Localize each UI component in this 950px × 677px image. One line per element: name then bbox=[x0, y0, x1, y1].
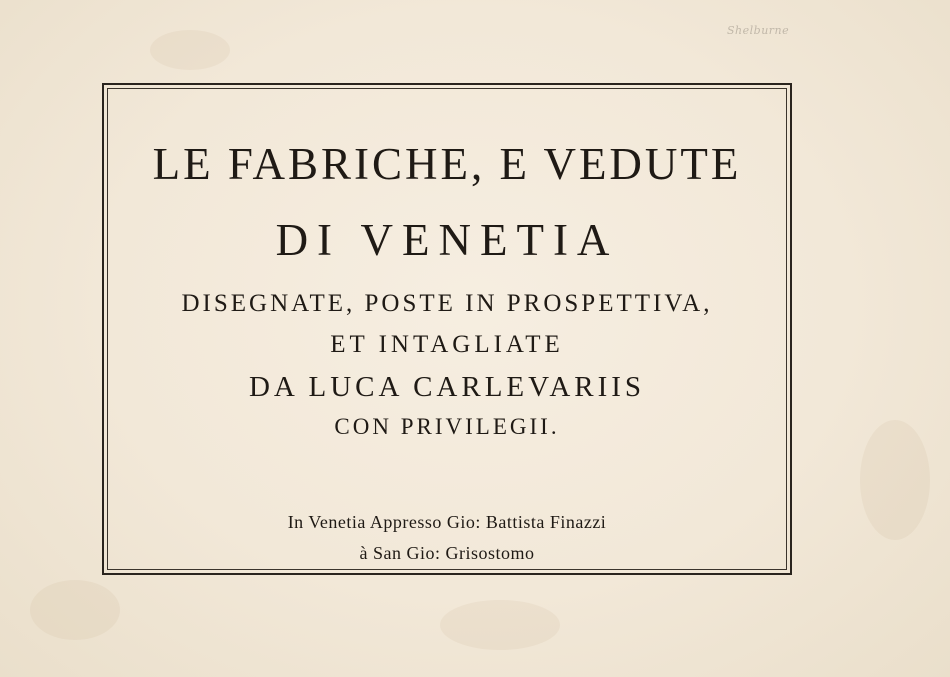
handwritten-inscription: Shelburne bbox=[727, 24, 790, 37]
title-line-2: DI VENETIA bbox=[275, 215, 619, 265]
imprint-line-1: In Venetia Appresso Gio: Battista Finazzi bbox=[287, 512, 607, 532]
paper-stain bbox=[860, 420, 930, 540]
imprint-line-2: à San Gio: Grisostomo bbox=[359, 543, 535, 563]
paper-stain bbox=[30, 580, 120, 640]
author-line: DA LUCA CARLEVARIIS bbox=[248, 371, 646, 403]
privilege-line: CON PRIVILEGII. bbox=[334, 414, 560, 439]
paper-stain bbox=[440, 600, 560, 650]
title-line-1: LE FABRICHE, E VEDUTE bbox=[152, 139, 742, 189]
subtitle-line-2: ET INTAGLIATE bbox=[330, 331, 564, 358]
paper-stain bbox=[150, 30, 230, 70]
subtitle-line-1: DISEGNATE, POSTE IN PROSPETTIVA, bbox=[181, 290, 713, 317]
